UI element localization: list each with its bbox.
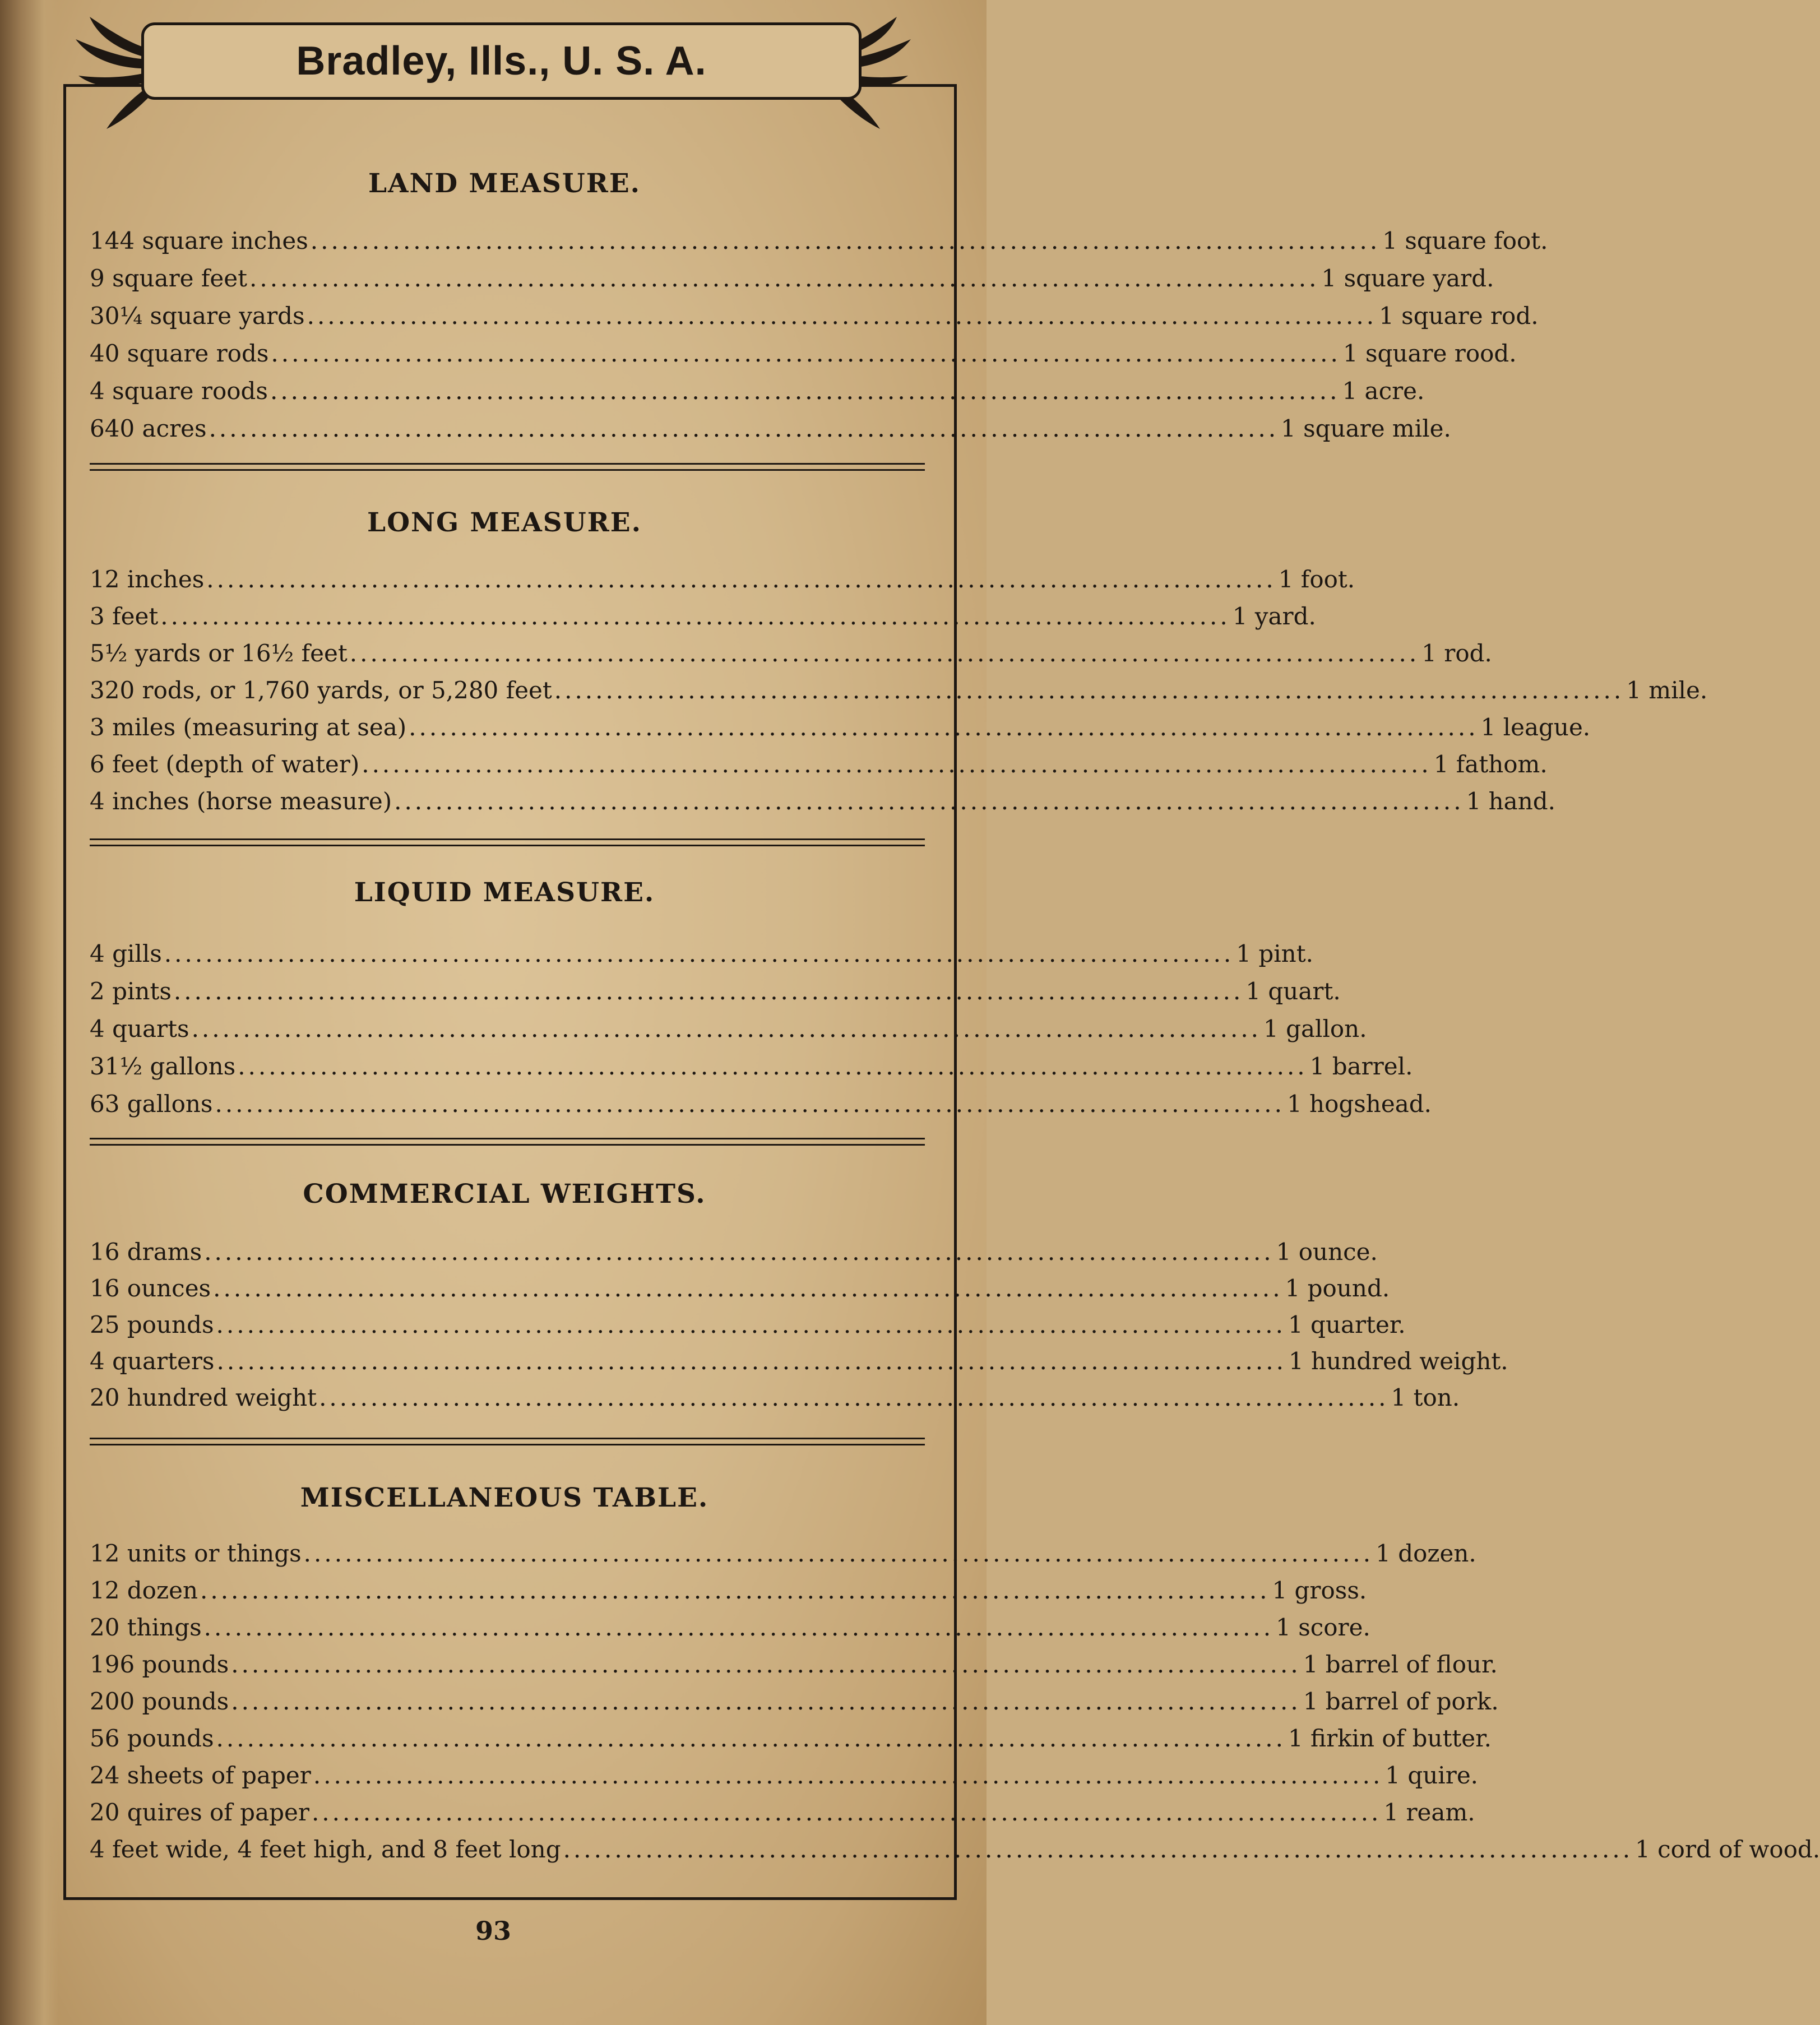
table-row <box>90 1536 1476 1572</box>
row-equivalent: 1 square mile. <box>1281 415 1451 442</box>
row-quantity: 63 gallons <box>90 1090 213 1118</box>
double-rule-divider <box>90 463 925 471</box>
row-quantity: 5½ yards or 16½ feet <box>90 640 348 667</box>
row-quantity: 9 square feet <box>90 265 248 292</box>
row-equivalent: 1 ream. <box>1383 1799 1475 1826</box>
row-quantity: 16 ounces <box>90 1275 211 1302</box>
dot-leader: ........................................................................................................ <box>303 1540 1374 1567</box>
table-row <box>90 1234 1378 1270</box>
table-row <box>90 298 1539 334</box>
double-rule-divider <box>90 1438 925 1445</box>
table-row <box>90 1832 1820 1868</box>
dot-leader: ........................................................................................................ <box>394 787 1464 815</box>
row-quantity: 320 rods, or 1,760 yards, or 5,280 feet <box>90 676 552 704</box>
row-quantity: 30¼ square yards <box>90 302 305 330</box>
row-equivalent: 1 barrel. <box>1309 1053 1413 1080</box>
table-row <box>90 1049 1413 1085</box>
table-row <box>90 1011 1367 1047</box>
table-row <box>90 411 1451 447</box>
table-row <box>90 1647 1498 1683</box>
row-quantity: 20 hundred weight <box>90 1384 317 1411</box>
row-equivalent: 1 quire. <box>1385 1762 1479 1789</box>
row-quantity: 20 things <box>90 1614 202 1641</box>
table-row <box>90 1307 1406 1343</box>
row-quantity: 4 gills <box>90 940 162 967</box>
table-row <box>90 1343 1508 1379</box>
dot-leader: ........................................................................................................ <box>209 415 1279 442</box>
dot-leader: ........................................................................................................ <box>554 676 1624 704</box>
row-equivalent: 1 foot. <box>1278 566 1355 593</box>
row-equivalent: 1 hogshead. <box>1286 1090 1432 1118</box>
book-spine-shadow <box>0 0 59 2025</box>
row-equivalent: 1 pint. <box>1236 940 1313 967</box>
row-quantity: 25 pounds <box>90 1311 214 1338</box>
row-quantity: 6 feet (depth of water) <box>90 750 360 778</box>
dot-leader: ........................................................................................................ <box>249 265 1319 292</box>
table-row <box>90 936 1313 972</box>
row-equivalent: 1 gross. <box>1272 1577 1367 1604</box>
row-equivalent: 1 cord of wood. <box>1635 1836 1820 1863</box>
dot-leader: ........................................................................................................ <box>310 227 1381 254</box>
row-quantity: 31½ gallons <box>90 1053 236 1080</box>
section-title-liquid-measure: LIQUID MEASURE. <box>354 877 655 908</box>
table-row <box>90 1795 1475 1831</box>
dot-leader: ........................................................................................................ <box>313 1762 1383 1789</box>
row-equivalent: 1 ounce. <box>1276 1238 1378 1266</box>
dot-leader: ........................................................................................................ <box>206 566 1276 593</box>
dot-leader: ........................................................................................................ <box>203 1614 1274 1641</box>
row-equivalent: 1 gallon. <box>1263 1015 1367 1042</box>
row-equivalent: 1 hundred weight. <box>1288 1347 1508 1375</box>
row-equivalent: 1 hand. <box>1466 787 1556 815</box>
row-equivalent: 1 quart. <box>1245 977 1341 1005</box>
row-quantity: 4 square roods <box>90 377 268 405</box>
section-title-long-measure: LONG MEASURE. <box>367 507 642 538</box>
dot-leader: ........................................................................................................ <box>362 750 1432 778</box>
row-quantity: 12 dozen <box>90 1577 198 1604</box>
row-equivalent: 1 square rood. <box>1342 340 1517 367</box>
dot-leader: ........................................................................................................ <box>349 640 1420 667</box>
row-quantity: 24 sheets of paper <box>90 1762 311 1789</box>
table-row <box>90 599 1316 634</box>
row-equivalent: 1 score. <box>1276 1614 1370 1641</box>
section-title-miscellaneous-table: MISCELLANEOUS TABLE. <box>300 1482 709 1513</box>
dot-leader: ........................................................................................................ <box>213 1275 1283 1302</box>
dot-leader: ........................................................................................................ <box>563 1836 1633 1863</box>
dot-leader: ........................................................................................................ <box>216 1311 1286 1338</box>
dot-leader: ........................................................................................................ <box>173 977 1244 1005</box>
row-quantity: 4 quarters <box>90 1347 215 1375</box>
header-banner <box>141 22 862 100</box>
table-row <box>90 1721 1492 1757</box>
row-quantity: 640 acres <box>90 415 207 442</box>
table-row <box>90 974 1341 1009</box>
table-row <box>90 1758 1479 1794</box>
row-equivalent: 1 ton. <box>1391 1384 1460 1411</box>
dot-leader: ........................................................................................................ <box>216 1725 1286 1752</box>
table-row <box>90 673 1708 708</box>
row-quantity: 40 square rods <box>90 340 269 367</box>
row-equivalent: 1 square yard. <box>1321 265 1494 292</box>
double-rule-divider <box>90 1138 925 1146</box>
row-equivalent: 1 barrel of flour. <box>1303 1651 1498 1678</box>
row-quantity: 20 quires of paper <box>90 1799 309 1826</box>
row-quantity: 196 pounds <box>90 1651 229 1678</box>
row-equivalent: 1 yard. <box>1232 603 1316 630</box>
dot-leader: ........................................................................................................ <box>270 377 1340 405</box>
row-quantity: 16 drams <box>90 1238 202 1266</box>
table-row <box>90 373 1425 409</box>
double-rule-divider <box>90 838 925 846</box>
table-row <box>90 562 1355 597</box>
row-equivalent: 1 square rod. <box>1379 302 1539 330</box>
row-equivalent: 1 pound. <box>1285 1275 1390 1302</box>
row-quantity: 12 units or things <box>90 1540 302 1567</box>
row-equivalent: 1 barrel of pork. <box>1303 1688 1499 1715</box>
dot-leader: ........................................................................................................ <box>409 713 1479 741</box>
table-row <box>90 223 1548 259</box>
row-quantity: 4 feet wide, 4 feet high, and 8 feet long <box>90 1836 561 1863</box>
table-row <box>90 747 1548 782</box>
table-row <box>90 1684 1499 1720</box>
section-title-commercial-weights: COMMERCIAL WEIGHTS. <box>303 1179 706 1210</box>
table-row <box>90 336 1517 372</box>
row-equivalent: 1 rod. <box>1421 640 1492 667</box>
table-row <box>90 784 1556 819</box>
row-quantity: 4 inches (horse measure) <box>90 787 392 815</box>
dot-leader: ........................................................................................................ <box>231 1688 1301 1715</box>
dot-leader: ........................................................................................................ <box>191 1015 1262 1042</box>
dot-leader: ........................................................................................................ <box>319 1384 1389 1411</box>
row-equivalent: 1 firkin of butter. <box>1288 1725 1492 1752</box>
row-equivalent: 1 square foot. <box>1382 227 1548 254</box>
dot-leader: ........................................................................................................ <box>238 1053 1308 1080</box>
table-row <box>90 636 1492 671</box>
header-title: Bradley, Ills., U. S. A. <box>296 39 707 84</box>
table-row <box>90 1086 1432 1122</box>
row-equivalent: 1 dozen. <box>1376 1540 1476 1567</box>
table-row <box>90 261 1494 296</box>
row-equivalent: 1 mile. <box>1626 676 1708 704</box>
table-row <box>90 1380 1460 1416</box>
row-equivalent: 1 acre. <box>1342 377 1425 405</box>
row-quantity: 200 pounds <box>90 1688 229 1715</box>
row-quantity: 4 quarts <box>90 1015 189 1042</box>
dot-leader: ........................................................................................................ <box>307 302 1377 330</box>
section-title-land-measure: LAND MEASURE. <box>368 168 641 199</box>
row-quantity: 12 inches <box>90 566 205 593</box>
dot-leader: ........................................................................................................ <box>231 1651 1301 1678</box>
table-row <box>90 1610 1370 1646</box>
page-number: 93 <box>475 1916 511 1946</box>
dot-leader: ........................................................................................................ <box>160 603 1230 630</box>
dot-leader: ........................................................................................................ <box>216 1347 1286 1375</box>
row-equivalent: 1 quarter. <box>1288 1311 1406 1338</box>
dot-leader: ........................................................................................................ <box>200 1577 1270 1604</box>
dot-leader: ........................................................................................................ <box>271 340 1341 367</box>
row-equivalent: 1 fathom. <box>1433 750 1548 778</box>
table-row <box>90 1573 1367 1609</box>
dot-leader: ........................................................................................................ <box>164 940 1234 967</box>
row-quantity: 56 pounds <box>90 1725 214 1752</box>
dot-leader: ........................................................................................................ <box>311 1799 1382 1826</box>
table-row <box>90 710 1591 745</box>
row-quantity: 3 feet <box>90 603 159 630</box>
table-row <box>90 1271 1390 1306</box>
dot-leader: ........................................................................................................ <box>215 1090 1285 1118</box>
row-quantity: 144 square inches <box>90 227 308 254</box>
row-equivalent: 1 league. <box>1480 713 1591 741</box>
row-quantity: 3 miles (measuring at sea) <box>90 713 407 741</box>
row-quantity: 2 pints <box>90 977 172 1005</box>
dot-leader: ........................................................................................................ <box>204 1238 1274 1266</box>
